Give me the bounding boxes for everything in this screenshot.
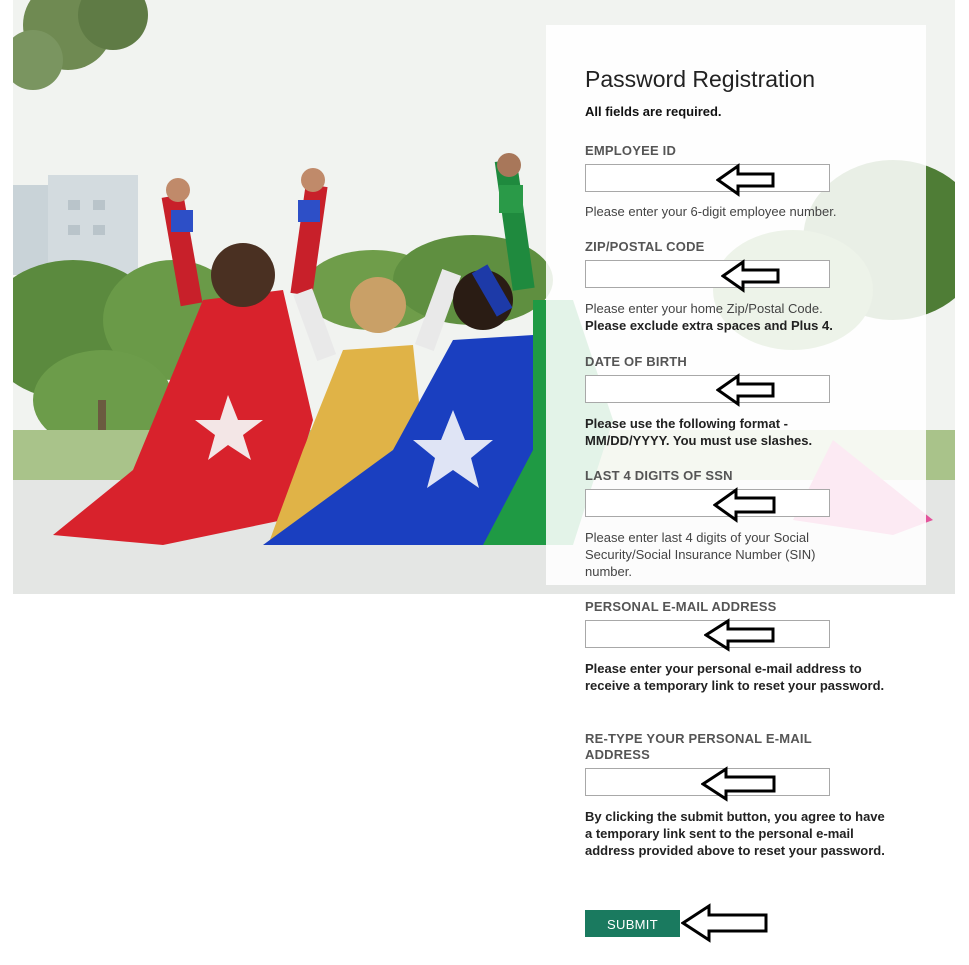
left-arrow-icon [713,487,777,523]
ssn-label: LAST 4 DIGITS OF SSN [585,468,733,483]
personal-email-help: Please enter your personal e-mail address to receive a temporary link to reset your password. [585,661,885,693]
employee-id-label: EMPLOYEE ID [585,143,677,158]
ssn-input[interactable] [585,489,830,517]
zip-code-help [585,300,885,334]
left-arrow-icon [681,903,769,943]
date-of-birth-input[interactable] [585,375,830,403]
employee-id-help [585,203,885,220]
date-of-birth-label: DATE OF BIRTH [585,354,688,369]
employee-id-help-text: Please enter your 6-digit employee number. [585,204,837,219]
employee-id-input[interactable] [585,164,830,192]
ssn-help: Please enter last 4 digits of your Social Security/Social Insurance Number (SIN) number. [585,530,816,579]
left-arrow-icon [701,766,777,802]
left-arrow-icon [716,163,776,197]
zip-code-help-bold: Please exclude extra spaces and Plus 4. [585,318,833,333]
zip-code-help-text: Please enter your home Zip/Postal Code. [585,301,823,316]
left-arrow-icon [704,618,776,652]
personal-email-label: PERSONAL E-MAIL ADDRESS [585,599,777,614]
left-arrow-icon [716,373,776,407]
page-title: Password Registration [585,66,816,92]
retype-email-label: RE-TYPE YOUR PERSONAL E-MAIL ADDRESS [585,731,812,762]
retype-email-help: By clicking the submit button, you agree to have a temporary link sent to the personal e-mail address provided above to reset your password. [585,809,885,858]
left-arrow-icon [721,259,781,293]
zip-code-label: ZIP/POSTAL CODE [585,239,705,254]
date-of-birth-help: Please use the following format - MM/DD/YYYY. You must use slashes. [585,416,813,448]
submit-button[interactable]: SUBMIT [585,910,680,937]
zip-code-input[interactable] [585,260,830,288]
required-note: All fields are required. [585,104,722,119]
